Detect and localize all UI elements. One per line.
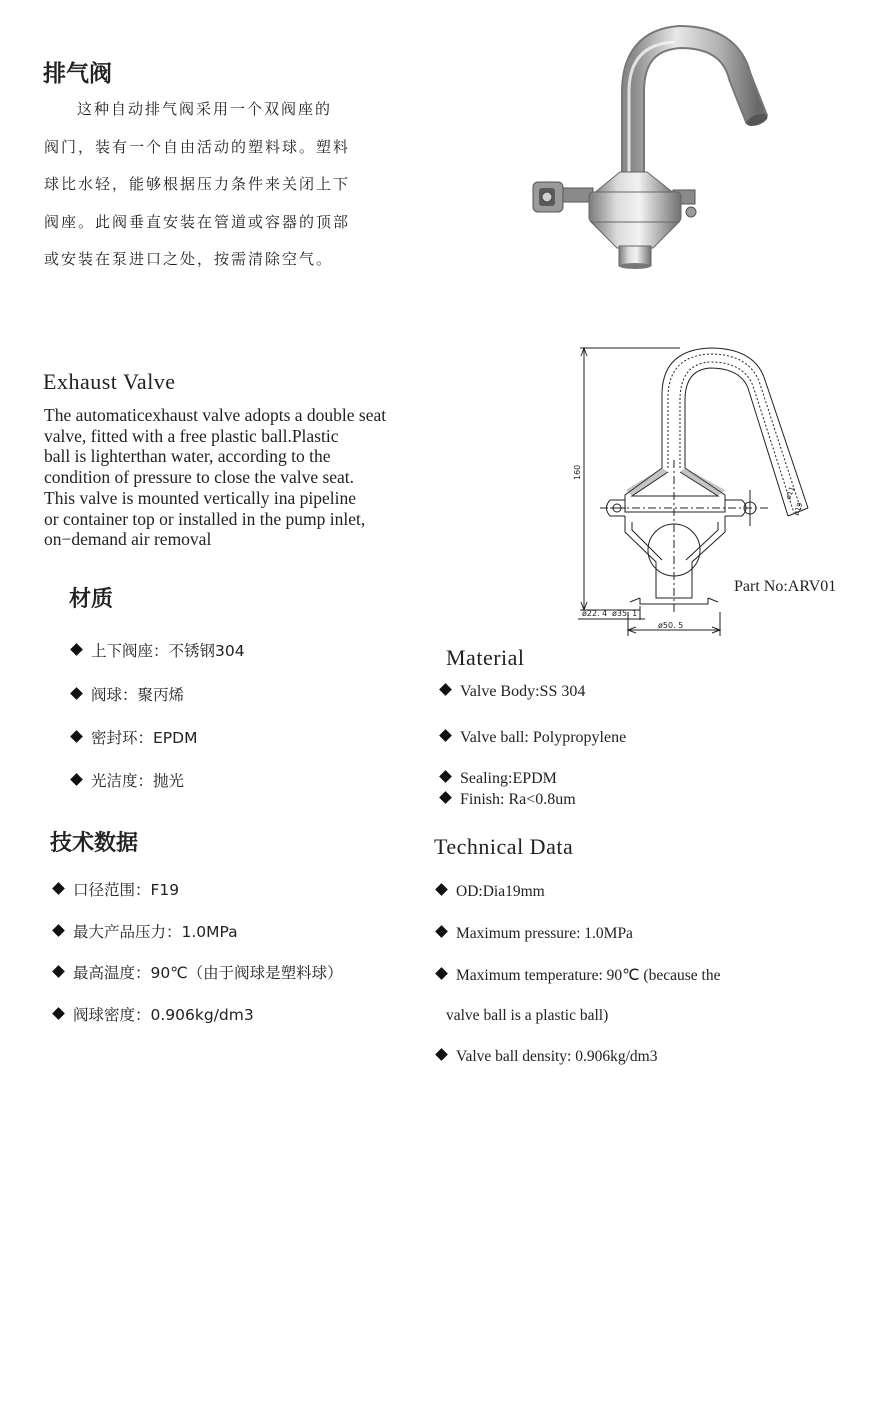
bullet-diamond-icon <box>70 687 83 700</box>
bullet-diamond-icon <box>70 730 83 743</box>
cn-material-item: 光洁度：抛光 <box>72 769 184 791</box>
cn-description <box>44 91 350 279</box>
bullet-diamond-icon <box>52 924 65 937</box>
cn-para-line: 或安装在泵进口之处，按需清除空气。 <box>44 250 334 268</box>
cn-para-line: 球比水轻，能够根据压力条件来关闭上下 <box>44 175 351 193</box>
en-tech-item: Maximum pressure: 1.0MPa <box>437 925 633 943</box>
cn-para-line: 这种自动排气阀采用一个双阀座的 <box>77 100 333 118</box>
en-title: Exhaust Valve <box>43 369 176 394</box>
part-number: Part No:ARV01 <box>734 578 837 595</box>
cn-material-title: 材质 <box>69 587 114 612</box>
en-para-line: on−demand air removal <box>44 529 212 550</box>
en-tech-title: Technical Data <box>434 834 574 859</box>
bullet-diamond-icon <box>70 773 83 786</box>
bullet-diamond-icon <box>435 925 448 938</box>
dim-d2-label: ø35. 1 <box>612 609 638 618</box>
dim-pipe2-label: ø19 <box>792 501 805 517</box>
dim-d1-label: ø22. 4 <box>582 609 608 618</box>
bullet-diamond-icon <box>435 967 448 980</box>
en-para-line: This valve is mounted vertically ina pipeline <box>44 487 357 508</box>
en-material-item: Valve Body:SS 304 <box>441 683 585 701</box>
cn-tech-item: 最高温度：90℃（由于阀球是塑料球） <box>54 961 343 983</box>
bullet-diamond-icon <box>435 883 448 896</box>
dim-pipe1-label: ø11 <box>784 485 797 501</box>
en-para-line: ball is lighterthan water, according to the <box>44 446 331 467</box>
en-material-title: Material <box>446 645 525 670</box>
bullet-diamond-icon <box>52 1007 65 1020</box>
valve-photo <box>525 22 780 272</box>
en-material-item: Sealing:EPDM <box>441 770 557 788</box>
cn-title: 排气阀 <box>43 61 112 87</box>
en-tech-item: Maximum temperature: 90℃ (because the <box>437 966 720 985</box>
cn-material-item: 阀球：聚丙烯 <box>72 683 184 705</box>
bullet-diamond-icon <box>439 729 452 742</box>
bullet-diamond-icon <box>70 643 83 656</box>
en-para-line: valve, fitted with a free plastic ball.Plastic <box>44 425 339 446</box>
en-tech-item: OD:Dia19mm <box>437 883 545 901</box>
dim-d3-label: ø50. 5 <box>658 621 684 630</box>
cn-tech-item: 阀球密度：0.906kg/dm3 <box>54 1003 254 1025</box>
cn-tech-title: 技术数据 <box>50 831 139 856</box>
cn-para-line: 阀座。此阀垂直安装在管道或容器的顶部 <box>44 212 351 231</box>
en-material-item: Finish: Ra<0.8um <box>441 791 576 809</box>
dim-height-label: 160 <box>573 464 582 480</box>
cn-material-item: 上下阀座：不锈钢304 <box>72 639 245 661</box>
cn-para-line: 阀门，装有一个自由活动的塑料球。塑料 <box>44 137 351 156</box>
en-para-line: The automaticexhaust valve adopts a double seat <box>44 405 387 425</box>
en-tech-item-continued: valve ball is a plastic ball) <box>446 1007 609 1024</box>
bullet-diamond-icon <box>439 683 452 696</box>
bullet-diamond-icon <box>52 965 65 978</box>
bullet-diamond-icon <box>439 770 452 783</box>
bullet-diamond-icon <box>435 1048 448 1061</box>
en-para-line: condition of pressure to close the valve seat. <box>44 467 355 488</box>
bullet-diamond-icon <box>439 791 452 804</box>
bullet-diamond-icon <box>52 882 65 895</box>
en-description <box>44 405 386 550</box>
en-tech-item: Valve ball density: 0.906kg/dm3 <box>437 1048 657 1066</box>
cn-tech-item: 最大产品压力：1.0MPa <box>54 920 238 942</box>
cn-tech-item: 口径范围：F19 <box>54 878 179 900</box>
en-para-line: or container top or installed in the pump inlet, <box>44 508 366 529</box>
cn-material-item: 密封环：EPDM <box>72 726 197 748</box>
en-material-item: Valve ball: Polypropylene <box>441 729 626 747</box>
